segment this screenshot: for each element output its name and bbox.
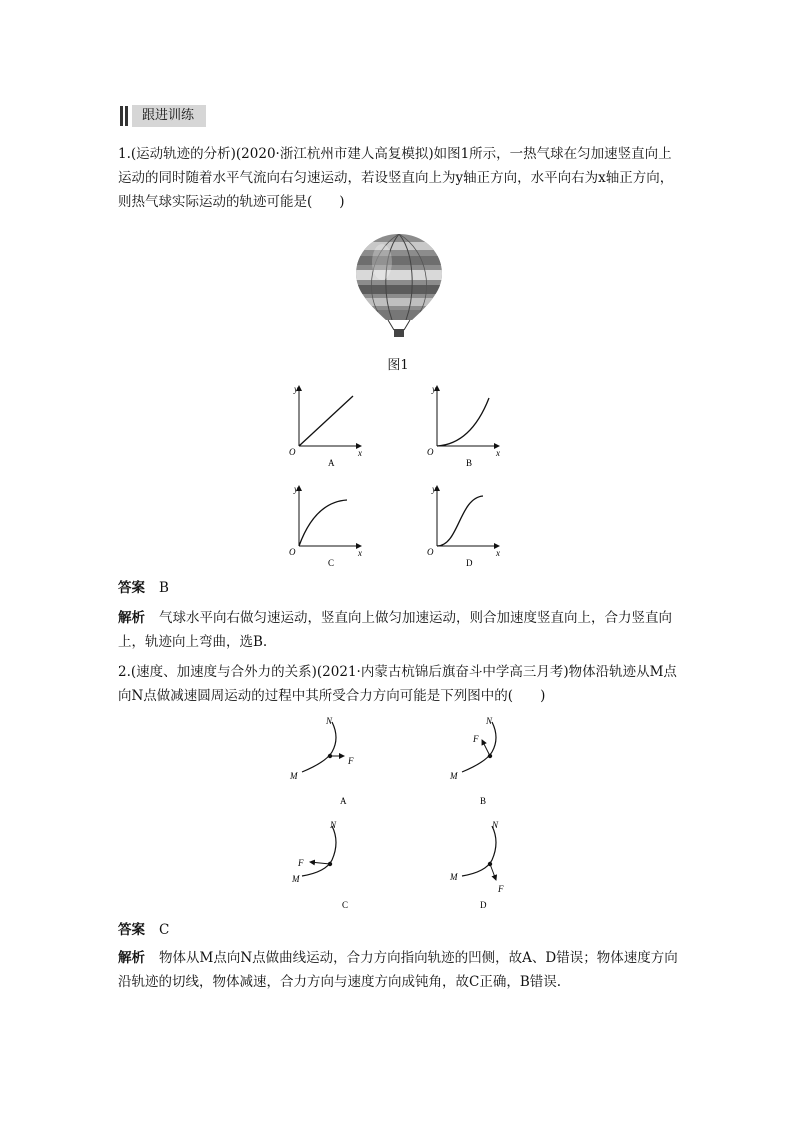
section-bar	[125, 106, 128, 126]
question-2-text: 2.(速度、加速度与合外力的关系)(2021·内蒙古杭锦后旗奋斗中学高三月考)物体沿轨迹从M点向N点做减速圆周运动的过程中其所受合力方向可能是下列图中的( )	[118, 664, 677, 704]
option-c-label: C	[328, 558, 335, 568]
diagram-c	[291, 820, 348, 910]
label-f: F	[348, 756, 354, 766]
label-f: F	[298, 858, 304, 868]
option-c-label: C	[342, 900, 349, 910]
origin-label: O	[427, 447, 434, 457]
label-f: F	[498, 884, 504, 894]
option-b-label: B	[466, 458, 473, 468]
option-d-label: D	[480, 900, 487, 910]
origin-label: O	[289, 547, 296, 557]
analysis-label: 解析	[118, 950, 145, 966]
option-a-label: A	[340, 796, 347, 806]
axis-x-label: x	[496, 448, 500, 458]
axis-y-label: y	[294, 484, 298, 494]
diagram-a	[289, 716, 354, 806]
graph-c	[289, 484, 362, 568]
answer-label: 答案	[118, 580, 145, 596]
origin-label: O	[427, 547, 434, 557]
option-b-label: B	[480, 796, 487, 806]
graph-a	[289, 384, 362, 468]
label-n: N	[330, 820, 337, 830]
answer-value: C	[159, 922, 170, 938]
question-1-text: 1.(运动轨迹的分析)(2020·浙江杭州市建人高复模拟)如图1所示，一热气球在匀加速竖直向上运动的同时随着水平气流向右匀速运动，若设竖直向上为y轴正方向，水平向右为x轴正方向，则热气球实际运动的轨迹可能是( )	[118, 146, 674, 210]
label-n: N	[492, 820, 499, 830]
option-d-label: D	[466, 558, 473, 568]
section-bar	[120, 106, 123, 126]
diagram-d	[449, 820, 504, 910]
graph-d	[427, 484, 500, 568]
analysis-text: 气球水平向右做匀速运动，竖直向上做匀加速运动，则合加速度竖直向上，合力竖直向上，轨迹向上弯曲，选B.	[118, 610, 672, 650]
axis-x-label: x	[358, 548, 362, 558]
q1-answer	[118, 576, 678, 600]
graph-b	[427, 384, 500, 468]
answer-value: B	[159, 580, 169, 596]
axis-x-label: x	[496, 548, 500, 558]
q2-analysis	[118, 946, 678, 994]
axis-y-label: y	[294, 384, 298, 394]
section-header	[120, 104, 206, 128]
q2-answer	[118, 918, 678, 942]
q1-trajectory-graphs	[285, 380, 525, 570]
axis-y-label: y	[432, 484, 436, 494]
q1-analysis	[118, 606, 678, 654]
axis-x-label: x	[358, 448, 362, 458]
q2-force-diagrams	[280, 712, 540, 912]
label-n: N	[326, 716, 333, 726]
option-a-label: A	[328, 458, 335, 468]
label-m: M	[450, 872, 458, 882]
hot-air-balloon-image	[354, 232, 444, 340]
answer-label: 答案	[118, 922, 145, 938]
label-m: M	[450, 771, 458, 781]
analysis-text: 物体从M点向N点做曲线运动，合力方向指向轨迹的凹侧，故A、D错误；物体速度方向沿轨迹的切线，物体减速，合力方向与速度方向成钝角，故C正确，B错误.	[118, 950, 678, 990]
section-title: 跟进训练	[132, 105, 206, 127]
label-m: M	[290, 771, 298, 781]
origin-label: O	[289, 447, 296, 457]
label-m: M	[292, 874, 300, 884]
label-f: F	[473, 734, 479, 744]
figure-caption: 图1	[387, 358, 409, 373]
diagram-b	[449, 716, 496, 806]
axis-y-label: y	[432, 384, 436, 394]
label-n: N	[486, 716, 493, 726]
analysis-label: 解析	[118, 610, 145, 626]
